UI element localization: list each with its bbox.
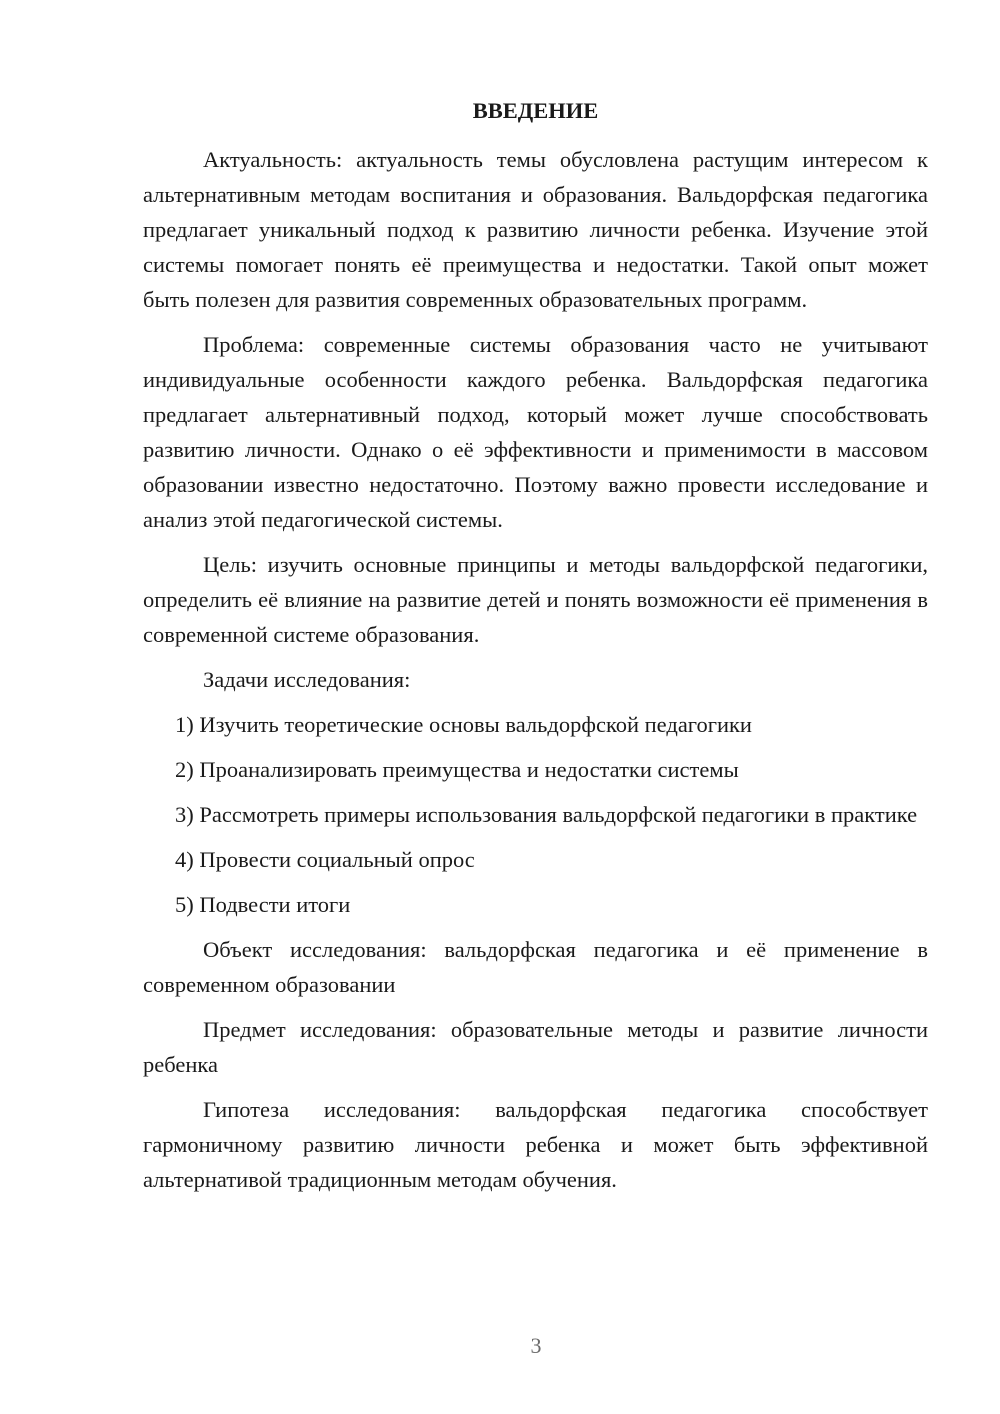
task-item: 1) Изучить теоретические основы вальдорфской педагогики: [175, 712, 752, 737]
task-item: 3) Рассмотреть примеры использования вальдорфской педагогики в практике: [175, 802, 918, 827]
task-item: 4) Провести социальный опрос: [175, 847, 475, 872]
paragraph-subject: Предмет исследования: образовательные методы и развитие личности ребенка: [143, 1017, 928, 1077]
paragraph-relevance: Актуальность: актуальность темы обусловлена растущим интересом к альтернативным методам воспитания и образования. Вальдорфская педагогика предлагает уникальный подход к развитию личности ребенка. Изучение этой системы помогает понять её преимущества и недостатки. Такой опыт может быть полезен для развития современных образовательных программ.: [143, 147, 928, 312]
task-item: 2) Проанализировать преимущества и недостатки системы: [175, 757, 739, 782]
paragraph-object: Объект исследования: вальдорфская педагогика и её применение в современном образовании: [143, 937, 928, 997]
page-content: [143, 92, 928, 1197]
tasks-heading: Задачи исследования:: [203, 667, 411, 692]
paragraph-goal: Цель: изучить основные принципы и методы вальдорфской педагогики, определить её влияние на развитие детей и понять возможности её применения в современной системе образования.: [143, 552, 928, 647]
page-number: 3: [530, 1333, 542, 1358]
task-item: 5) Подвести итоги: [175, 892, 351, 917]
paragraph-hypothesis: Гипотеза исследования: вальдорфская педагогика способствует гармоничному развитию личности ребенка и может быть эффективной альтернативой традиционным методам обучения.: [143, 1097, 928, 1192]
paragraph-problem: Проблема: современные системы образования часто не учитывают индивидуальные особенности каждого ребенка. Вальдорфская педагогика предлагает альтернативный подход, который может лучше способствовать развитию личности. Однако о её эффективности и применимости в массовом образовании известно недостаточно. Поэтому важно провести исследование и анализ этой педагогической системы.: [143, 332, 928, 532]
section-title: ВВЕДЕНИЕ: [472, 98, 599, 123]
